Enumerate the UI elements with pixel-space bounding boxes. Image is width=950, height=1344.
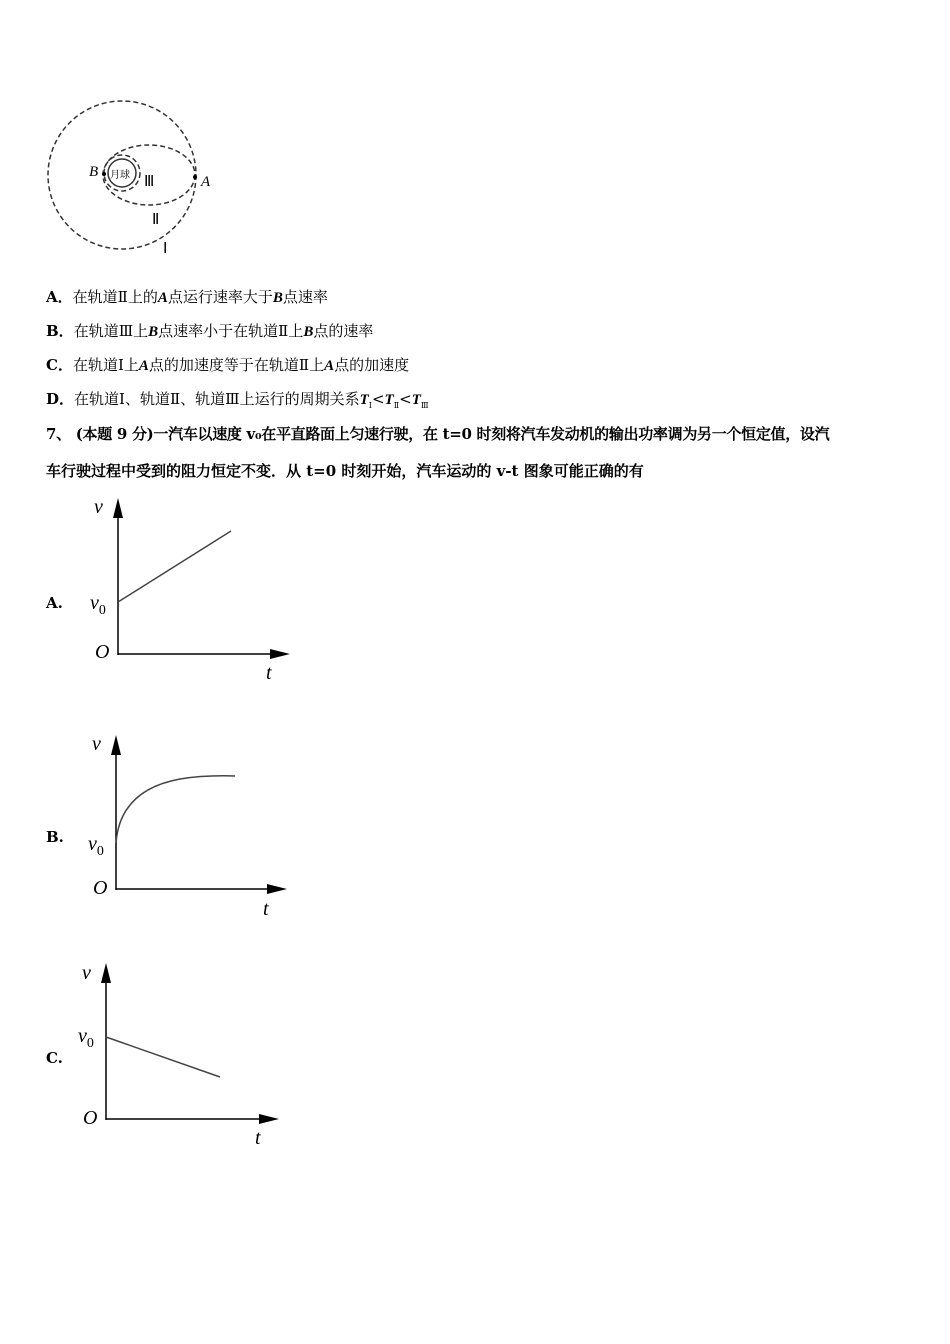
graph-c-curve	[106, 1037, 220, 1077]
text: 点运行速率大于	[167, 288, 273, 306]
var: B	[148, 324, 159, 340]
graph-c-origin: O	[83, 1107, 98, 1129]
orbit-2-label: Ⅱ	[152, 212, 160, 228]
option-letter: A．	[46, 288, 73, 306]
graph-b-letter: B.	[46, 828, 64, 846]
option-letter: C．	[46, 356, 73, 374]
graph-a-y-arrow	[113, 498, 123, 518]
graph-b-x-label: t	[263, 898, 269, 920]
orbit-1-label: Ⅰ	[163, 241, 168, 257]
text: 在轨道Ⅰ、轨道Ⅱ、轨道Ⅲ上运行的周期关系	[74, 390, 360, 408]
q7-line-1: 7、 (本题 9 分)一汽车以速度 v₀在平直路面上匀速行驶，在 t=0 时刻将汽车发动机的输出功率调为另一个恒定值，设汽	[46, 425, 830, 443]
text: 点的加速度等于在轨道Ⅱ上	[148, 356, 325, 374]
graph-c-x-arrow	[259, 1114, 279, 1124]
option-letter: D．	[46, 390, 75, 408]
orbit-3-label: Ⅲ	[144, 174, 155, 190]
graph-c-letter: C.	[46, 1049, 63, 1067]
moon-label: 月球	[110, 170, 130, 181]
var: A	[138, 358, 149, 374]
graph-a-origin: O	[95, 641, 110, 663]
point-a-dot	[193, 175, 197, 179]
text: <	[371, 390, 385, 408]
text: 在轨道Ⅰ上	[72, 356, 139, 374]
subscript: 0	[96, 844, 104, 859]
graph-a-y-label: v	[94, 496, 103, 518]
graph-a-curve	[118, 531, 231, 602]
graph-a-x-label: t	[266, 662, 272, 684]
graph-c-v0-label: $v_0$	[78, 1025, 94, 1051]
subscript: 0	[98, 603, 106, 618]
option-letter: B．	[46, 322, 74, 340]
subscript: Ⅱ	[393, 401, 400, 410]
var: T	[359, 392, 369, 408]
point-b-dot	[102, 172, 106, 176]
text: 在轨道Ⅲ上	[73, 322, 149, 340]
text: 在轨道Ⅱ上的	[72, 288, 158, 306]
graph-a-x-arrow	[270, 649, 290, 659]
text: 点速率	[282, 288, 328, 306]
text: 点的加速度	[334, 356, 410, 374]
option-c	[46, 354, 409, 375]
text: <	[399, 390, 412, 408]
text: 点的速率	[313, 322, 374, 340]
option-d	[46, 388, 429, 410]
graph-a-letter: A.	[46, 594, 63, 612]
graph-b-y-label: v	[92, 733, 101, 755]
var: T	[384, 392, 394, 408]
var: A	[324, 358, 335, 374]
option-a	[46, 286, 328, 307]
point-b-label: B	[89, 164, 99, 180]
graph-b-y-arrow	[111, 735, 121, 755]
graph-a-v0-label: $v_0$	[90, 592, 106, 618]
graph-c-y-label: v	[82, 962, 91, 984]
point-a-label: A	[201, 174, 211, 190]
graph-b-x-arrow	[267, 884, 287, 894]
var: A	[157, 290, 168, 306]
subscript: Ⅲ	[420, 401, 429, 410]
var: B	[303, 324, 314, 340]
graph-c-y-arrow	[101, 963, 111, 983]
graph-b-origin: O	[93, 877, 108, 899]
q7-line-2: 车行驶过程中受到的阻力恒定不变．从 t=0 时刻开始，汽车运动的 v-t 图象可能正确的有	[46, 462, 644, 480]
graph-b-v0-label: $v_0$	[88, 833, 104, 859]
option-b	[46, 320, 373, 341]
graph-b-curve	[116, 776, 235, 843]
var: T	[411, 392, 421, 408]
text: 点速率小于在轨道Ⅱ上	[158, 322, 304, 340]
subscript: Ⅰ	[368, 401, 372, 410]
graph-c-x-label: t	[255, 1127, 261, 1149]
var: B	[272, 290, 283, 306]
subscript: 0	[86, 1036, 94, 1051]
